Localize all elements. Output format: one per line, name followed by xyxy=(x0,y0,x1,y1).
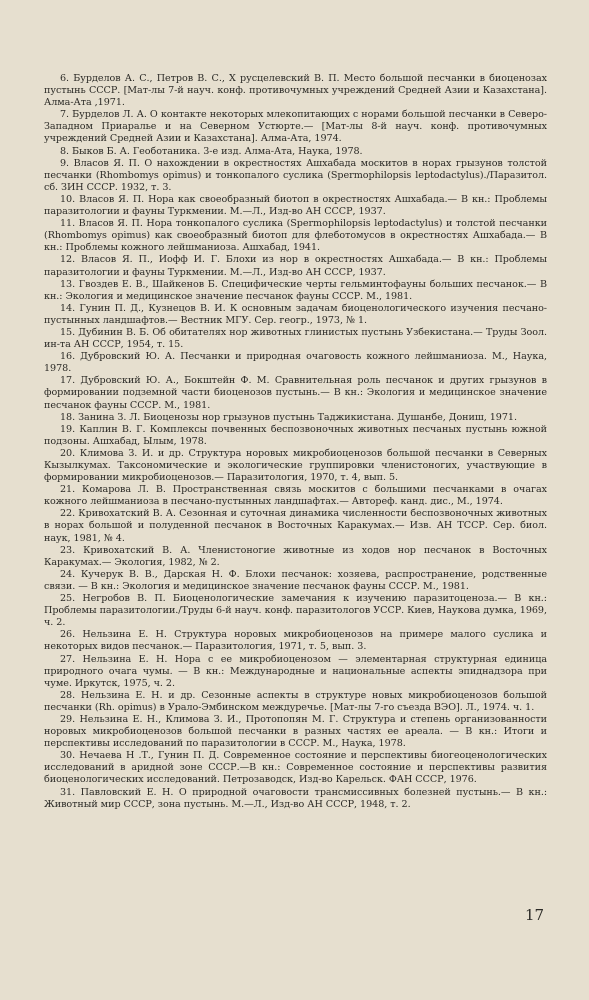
reference-entry: 24. Кучерук В. В., Дарская Н. Ф. Блохи песчанок: хозяева, распространение, родственные связи. — В кн.: Экология и медицинское значение песчанок фауны СССР. М., 1981. xyxy=(44,568,547,592)
reference-entry: 22. Кривохатский В. А. Сезонная и суточная динамика численности беспозвоночных животных в норах большой и полуденной песчанок в Восточных Каракумах.— Изв. АН ТССР. Сер. биол. наук, 1981, № 4. xyxy=(44,508,547,544)
reference-entry: 21. Комарова Л. В. Пространственная связь москитов с большими песчанками в очагах кожного лейшманиоза в песчано-пустынных ландшафтах.— Автореф. канд. дис., М., 1974. xyxy=(44,484,547,508)
reference-entry: 29. Нельзина Е. Н., Климова З. И., Протопопян М. Г. Структура и степень организованности норовых микробиоценозов большой песчанки в разных частях ее ареала. — В кн.: Итоги и перспективы исследований по паразитологии в СССР. М., Наука, 1978. xyxy=(44,713,547,750)
reference-entry: 13. Гвоздев Е. В., Шайкенов Б. Специфические черты гельминтофауны больших песчанок.— В кн.: Экология и медицинское значение песчанок фауны СССР. М., 1981. xyxy=(44,278,547,302)
reference-entry: 27. Нельзина Е. Н. Нора с ее микробиоценозом — элементарная структурная единица природного очага чумы. — В кн.: Международные и национальные аспекты эпиднадзора при чуме. Иркутск, 1975, ч. 2. xyxy=(44,653,547,689)
reference-entry: 18. Занина З. Л. Биоценозы нор грызунов пустынь Таджикистана. Душанбе, Дониш, 1971. xyxy=(60,411,517,423)
reference-entry: 7. Бурделов Л. А. О контакте некоторых млекопитающих с норами большой песчанки в Северо-Западном Приаралье и на Северном Устюрте.— [Мат-лы 8-й науч. конф. противочумных учреждений Средней Азии и Казахстана]. Алма-Ата, 1974. xyxy=(44,109,547,145)
reference-entry: 16. Дубровский Ю. А. Песчанки и природная очаговость кожного лейшманиоза. М., Наука, 1978. xyxy=(44,351,547,375)
reference-entry: 19. Каплин В. Г. Комплексы почвенных беспозвоночных животных песчаных пустынь южной подзоны. Ашхабад, Ылым, 1978. xyxy=(44,423,547,447)
reference-entry: 14. Гунин П. Д., Кузнецов В. И. К основным задачам биоценологического изучения песчано-пустынных ландшафтов.— Вестник МГУ. Сер. геогр., 1973, № 1. xyxy=(44,302,547,326)
reference-entry: 11. Власов Я. П. Нора тонкопалого суслика (Spermophilopsis leptodactylus) и толстой песчанки (Rhombomys opimus) как своеобразный биотоп для флеботомусов в окрестностях Ашхабада.— В кн.: Проблемы кожного лейшманиоза. Ашхабад, 1941. xyxy=(44,218,547,254)
reference-entry: 20. Климова З. И. и др. Структура норовых микробиоценозов большой песчанки в Северных Кызылкумах. Таксономические и экологические группировки членистоногих, участвующие в формировании микробиоценозов.— Паразитология, 1970, т. 4, вып. 5. xyxy=(44,447,547,484)
reference-entry: 15. Дубинин В. Б. Об обитателях нор животных глинистых пустынь Узбекистана.— Труды Зоол. ин-та АН СССР, 1954, т. 15. xyxy=(44,326,547,351)
reference-list xyxy=(44,73,547,811)
page-number: 17 xyxy=(525,906,545,924)
reference-entry: 31. Павловский Е. Н. О природной очаговости трансмиссивных болезней пустынь.— В кн.: Животный мир СССР, зона пустынь. М.—Л., Изд-во АН СССР, 1948, т. 2. xyxy=(44,786,547,810)
reference-entry: 10. Власов Я. П. Нора как своеобразный биотоп в окрестностях Ашхабада.— В кн.: Проблемы паразитологии и фауны Туркмении. М.—Л., Изд-во АН СССР, 1937. xyxy=(44,193,547,218)
reference-entry: 9. Власов Я. П. О нахождении в окрестностях Ашхабада москитов в норах грызунов толстой песчанки (Rhombomys opimus) и тонкопалого суслика (Spermophilopsis leptodactylus)./Паразитол. сб. ЗИН СССР. 1932, т. 3. xyxy=(44,157,547,193)
reference-entry: 25. Негробов В. П. Биоценологические замечания к изучению паразитоценоза.— В кн.: Проблемы паразитологии./Труды 6-й науч. конф. паразитологов УССР. Киев, Наукова думка, 1969, ч. 2. xyxy=(44,593,547,629)
reference-entry: 6. Бурделов А. С., Петров В. С., Х русцелевский В. П. Место большой песчанки в биоценозах пустынь СССР. [Мат-лы 7-й науч. конф. противочумных учреждений Средней Азии и Казахстана]. Алма-Ата ,1971. xyxy=(44,73,547,109)
reference-entry: 12. Власов Я. П., Иофф И. Г. Блохи из нор в окрестностях Ашхабада.— В кн.: Проблемы паразитологии и фауны Туркмении. М.—Л., Изд-во АН СССР, 1937. xyxy=(44,254,547,278)
reference-entry: 23. Кривохатский В. А. Членистоногие животные из ходов нор песчанок в Восточных Каракумах.— Экология, 1982, № 2. xyxy=(44,544,547,568)
reference-entry: 26. Нельзина Е. Н. Структура норовых микробиоценозов на примере малого суслика и некоторых видов песчанок.— Паразитология, 1971, т. 5, вып. 3. xyxy=(44,629,547,653)
reference-entry: 28. Нельзина Е. Н. и др. Сезонные аспекты в структуре новых микробиоценозов большой песчанки (Rh. opimus) в Урало-Эмбинском междуречье. [Мат-лы 7-го съезда ВЭО]. Л., 1974. ч. 1. xyxy=(44,689,547,713)
reference-entry: 8. Быков Б. А. Геоботаника. 3-е изд. Алма-Ата, Наука, 1978. xyxy=(60,145,363,157)
reference-entry: 30. Нечаева Н .Т., Гунин П. Д. Современное состояние и перспективы биогеоценологических исследований в аридной зоне СССР.—В кн.: Современное состояние и перспективы развития биоценологических исследований. Петрозаводск, Изд-во Карельск. ФАН СССР, 1976. xyxy=(44,750,547,786)
reference-entry: 17. Дубровский Ю. А., Бокштейн Ф. М. Сравнительная роль песчанок и других грызунов в формировании подземной части биоценозов пустынь.— В кн.: Экология и медицинское значение песчанок фауны СССР. М., 1981. xyxy=(44,375,547,411)
